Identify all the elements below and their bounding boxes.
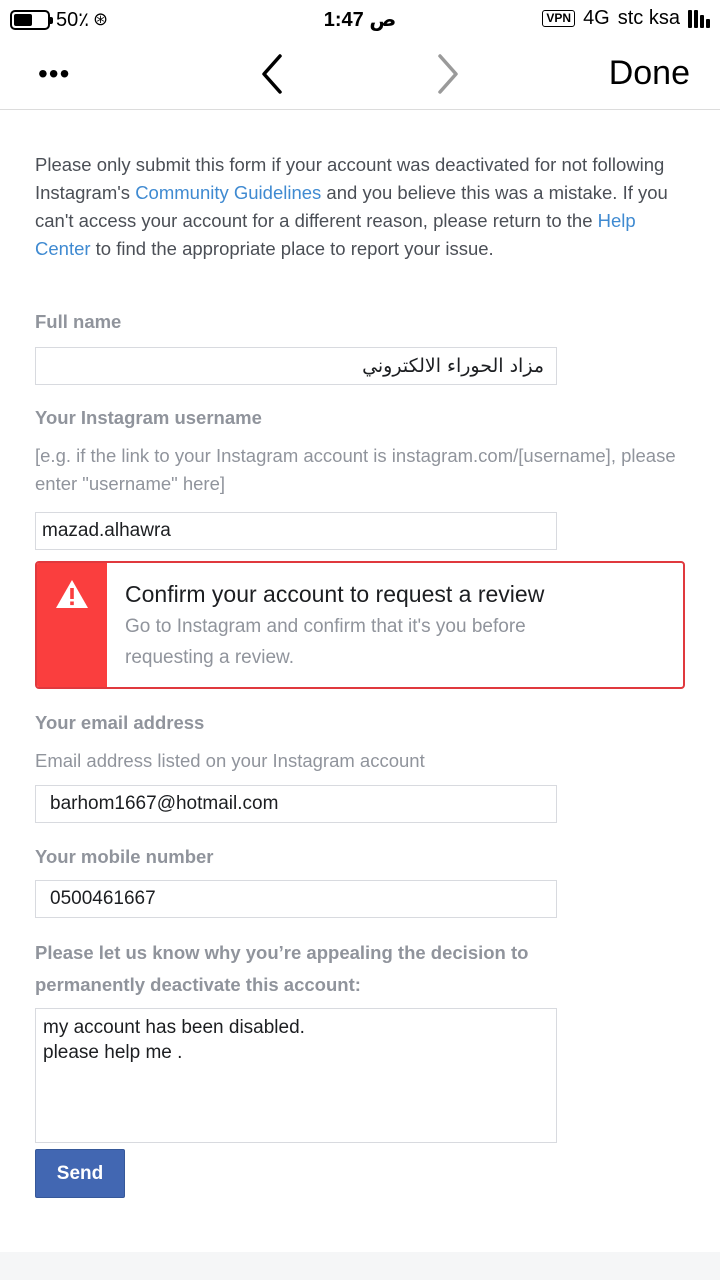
alert-bar [37,563,107,687]
community-guidelines-link[interactable]: Community Guidelines [135,182,322,203]
email-hint: Email address listed on your Instagram account [35,750,425,771]
send-button[interactable]: Send [35,1149,125,1198]
browser-toolbar [0,38,720,110]
email-input[interactable]: barhom1667@hotmail.com [35,785,557,823]
username-label: Your Instagram username [35,407,262,428]
intro-part-1: Please only submit this form if your account was deactivated for not following Instagram's [35,154,665,203]
mobile-input[interactable]: 0500461667 [35,880,557,918]
full-name-label: Full name [35,311,122,332]
status-right [542,7,710,30]
appeal-reason-label: Please let us know why you’re appealing the decision to permanently deactivate this account: [35,942,529,995]
forward-arrow-icon[interactable] [432,52,462,96]
page-footer [0,1252,720,1280]
more-options-button[interactable]: ••• [38,58,71,89]
alert-text: Go to Instagram and confirm that it's you before requesting a review. [125,616,526,668]
battery-level: 50٪ [56,9,89,31]
alert-body [107,563,615,687]
username-hint: [e.g. if the link to your Instagram account is instagram.com/[username], please enter "username" here] [35,445,676,494]
back-arrow-icon[interactable] [258,52,288,96]
rotation-lock-icon: ⊛ [93,9,109,29]
intro-text [35,151,680,263]
appeal-reason-textarea[interactable]: my account has been disabled. please help me . [35,1008,557,1143]
intro-part-3: to find the appropriate place to report your issue. [90,238,494,259]
intro-part-2: and you believe this was a mistake. If you can't access your account for a different reason, please return to the [35,182,668,231]
clock: 1:47 ص [323,9,397,31]
email-label: Your email address [35,712,205,733]
warning-icon [55,579,89,609]
full-name-input[interactable]: مزاد الحوراء الالكتروني [35,347,557,385]
confirm-account-alert [35,561,685,689]
username-input[interactable]: mazad.alhawra [35,512,557,550]
mobile-label: Your mobile number [35,846,214,867]
signal-icon [688,10,710,28]
carrier-name: stc ksa [617,7,680,29]
help-center-link[interactable]: Help Center [35,210,636,259]
done-button[interactable]: Done [608,54,690,92]
status-bar [0,0,720,38]
appeal-form [35,111,685,1184]
vpn-badge: VPN [542,10,575,27]
alert-title: Confirm your account to request a review [125,581,545,607]
network-type: 4G [583,7,610,29]
